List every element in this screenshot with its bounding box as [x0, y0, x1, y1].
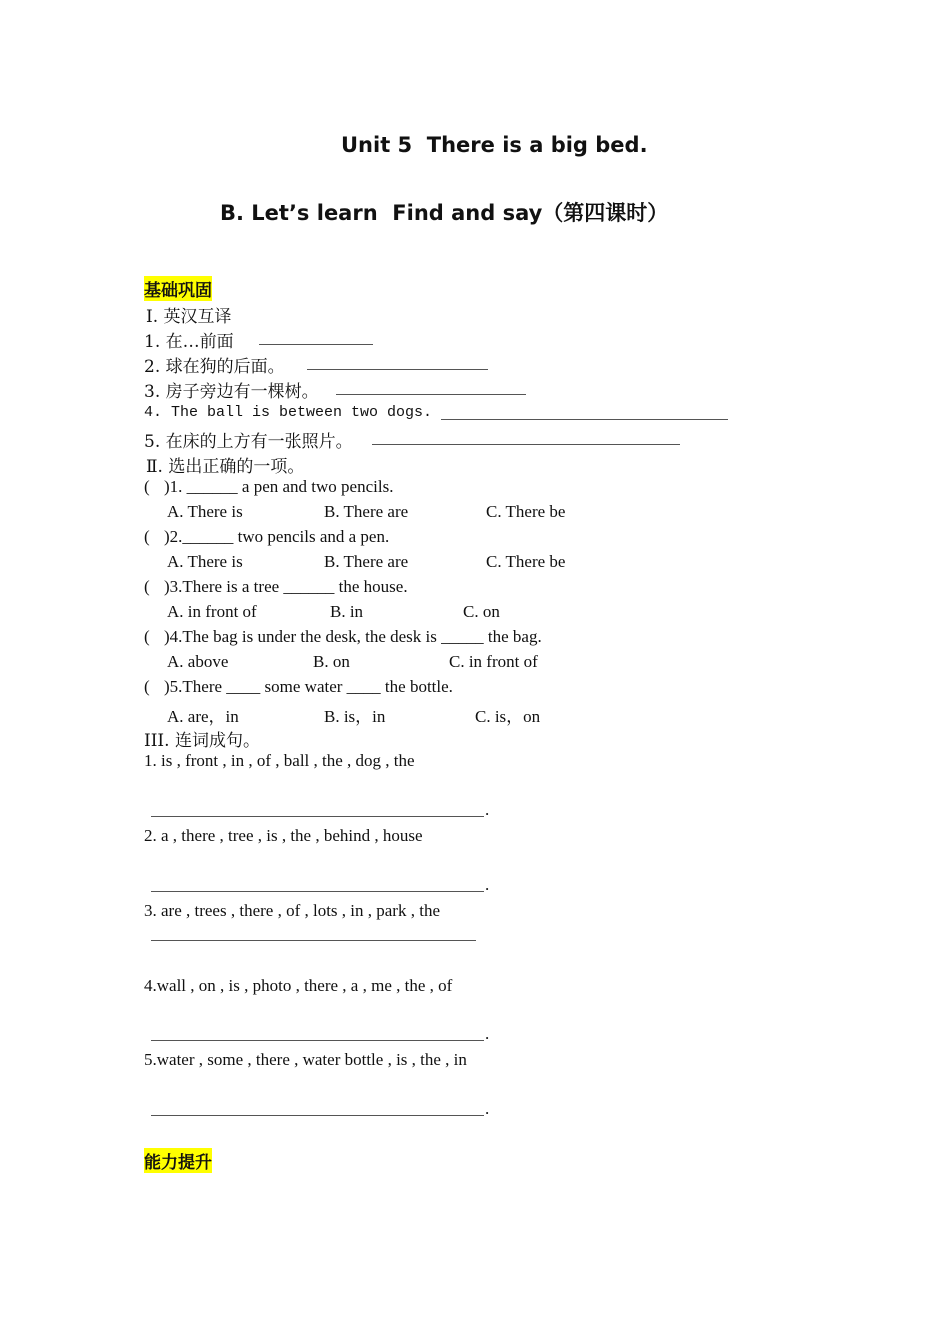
sentence-period: .	[485, 800, 490, 819]
answer-line[interactable]	[151, 891, 484, 892]
answer-paren[interactable]: (	[144, 627, 150, 646]
answer-line	[441, 419, 728, 420]
part1-item-3: 3. 房子旁边有一棵树。	[144, 382, 319, 402]
option-1c: C. There be	[486, 502, 566, 521]
answer-line	[336, 394, 526, 395]
section-basic-heading: 基础巩固	[144, 276, 212, 301]
question-1: )1. ______ a pen and two pencils.	[164, 477, 394, 496]
part3-heading: III. 连词成句。	[144, 731, 260, 751]
option-5a: A. are，in	[167, 707, 239, 726]
question-2: )2.______ two pencils and a pen.	[164, 527, 390, 546]
question-4: )4.The bag is under the desk, the desk is _____ the bag.	[164, 627, 542, 646]
part1-item-5: 5. 在床的上方有一张照片。	[144, 432, 353, 452]
part3-item-5: 5.water , some , there , water bottle , is , the , in	[144, 1050, 467, 1069]
option-4a: A. above	[167, 652, 229, 671]
option-3b: B. in	[330, 602, 364, 621]
answer-line[interactable]	[151, 816, 484, 817]
option-5c: C. is，on	[475, 707, 541, 726]
part1-item-1: 1. 在…前面	[144, 332, 234, 352]
part1-heading: Ⅰ. 英汉互译	[146, 307, 232, 327]
option-5b: B. is，in	[324, 707, 386, 726]
option-2a: A. There is	[167, 552, 243, 571]
question-5: )5.There ____ some water ____ the bottle.	[164, 677, 453, 696]
answer-line[interactable]	[151, 940, 476, 941]
answer-paren[interactable]: (	[144, 677, 150, 696]
part2-heading: Ⅱ. 选出正确的一项。	[146, 457, 305, 477]
answer-paren[interactable]: (	[144, 527, 150, 546]
answer-paren[interactable]: (	[144, 577, 150, 596]
answer-line	[259, 344, 373, 345]
sentence-period: .	[485, 1099, 490, 1118]
option-1b: B. There are	[324, 502, 409, 521]
part3-item-3: 3. are , trees , there , of , lots , in , park , the	[144, 901, 440, 920]
answer-paren[interactable]: (	[144, 477, 150, 496]
sentence-period: .	[485, 875, 490, 894]
option-2b: B. There are	[324, 552, 409, 571]
option-4b: B. on	[313, 652, 350, 671]
answer-line[interactable]	[151, 1040, 484, 1041]
part3-item-2: 2. a , there , tree , is , the , behind , house	[144, 826, 423, 845]
page-title: Unit 5 There is a big bed.	[341, 133, 648, 157]
answer-line	[372, 444, 680, 445]
option-3a: A. in front of	[167, 602, 257, 621]
sentence-period: .	[485, 1024, 490, 1043]
option-2c: C. There be	[486, 552, 566, 571]
section-advanced-heading: 能力提升	[144, 1148, 212, 1173]
option-3c: C. on	[463, 602, 500, 621]
part1-item-2: 2. 球在狗的后面。	[144, 357, 285, 377]
part3-item-1: 1. is , front , in , of , ball , the , dog , the	[144, 751, 415, 770]
page-subtitle: B. Let’s learn Find and say（第四课时）	[220, 201, 669, 225]
option-1a: A. There is	[167, 502, 243, 521]
part3-item-4: 4.wall , on , is , photo , there , a , me , the , of	[144, 976, 453, 995]
question-3: )3.There is a tree ______ the house.	[164, 577, 408, 596]
answer-line[interactable]	[151, 1115, 484, 1116]
part1-item-4: 4. The ball is between two dogs.	[144, 404, 433, 421]
option-4c: C. in front of	[449, 652, 538, 671]
answer-line	[307, 369, 488, 370]
